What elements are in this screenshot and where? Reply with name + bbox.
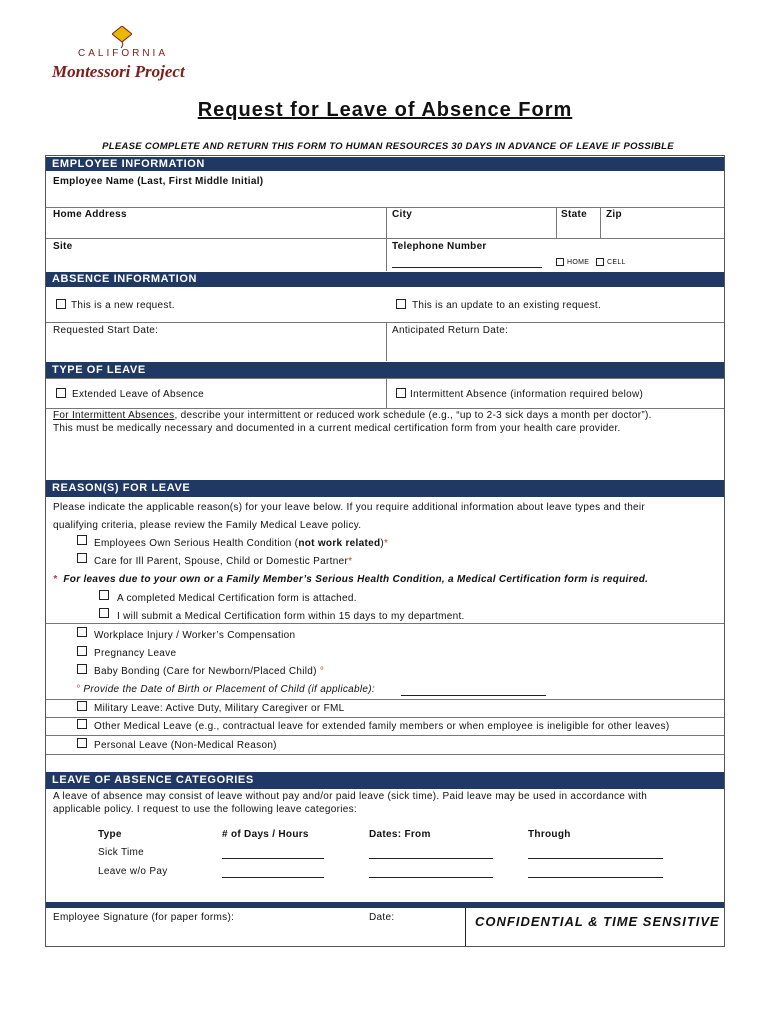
personal-leave-checkbox[interactable] [77, 738, 87, 748]
sick-time-through-field[interactable] [528, 858, 663, 859]
absence-info-heading: ABSENCE INFORMATION [46, 272, 724, 287]
lwop-days-field[interactable] [222, 877, 324, 878]
military-leave-checkbox[interactable] [77, 701, 87, 711]
own-condition-label: Employees Own Serious Health Condition (not work related)* [94, 538, 389, 549]
extended-leave-label: Extended Leave of Absence [72, 389, 205, 400]
logo-california: CALIFORNIA [78, 48, 169, 59]
categories-heading: LEAVE OF ABSENCE CATEGORIES [46, 772, 724, 789]
intermittent-label: Intermittent Absence (information required below) [410, 389, 644, 400]
date-label: Date: [369, 912, 395, 923]
pregnancy-label: Pregnancy Leave [94, 648, 177, 659]
baby-bonding-checkbox[interactable] [77, 664, 87, 674]
intermittent-description: For Intermittent Absences, describe your intermittent or reduced work schedule (e.g., “up to 2-3 sick days a month per doctor”). [53, 410, 652, 421]
state-label: State [561, 209, 587, 220]
military-leave-label: Military Leave: Active Duty, Military Caregiver or FML [94, 703, 345, 714]
sick-time-from-field[interactable] [369, 858, 493, 859]
telephone-label: Telephone Number [392, 241, 487, 252]
cert-attached-checkbox[interactable] [99, 590, 109, 600]
categories-intro-1: A leave of absence may consist of leave without pay and/or paid leave (sick time). Paid leave may be used in accordance with [53, 791, 648, 802]
lwop-from-field[interactable] [369, 877, 493, 878]
dob-note: ° Provide the Date of Birth or Placement of Child (if applicable): [76, 684, 375, 695]
other-medical-checkbox[interactable] [77, 719, 87, 729]
telephone-field[interactable] [392, 267, 542, 268]
update-request-label: This is an update to an existing request. [412, 300, 602, 311]
return-date-label: Anticipated Return Date: [392, 325, 509, 336]
cert-attached-label: A completed Medical Certification form is attached. [117, 593, 357, 604]
intermittent-checkbox[interactable] [396, 388, 406, 398]
leave-form [45, 155, 725, 947]
sick-time-label: Sick Time [98, 847, 145, 858]
col-dates-from: Dates: From [369, 829, 431, 840]
care-for-family-checkbox[interactable] [77, 553, 87, 563]
baby-bonding-label: Baby Bonding (Care for Newborn/Placed Child) ° [94, 666, 325, 677]
personal-leave-label: Personal Leave (Non-Medical Reason) [94, 740, 277, 751]
certification-note: * For leaves due to your own or a Family Member’s Serious Health Condition, a Medical Certification form is required. [53, 574, 649, 585]
col-through: Through [528, 829, 571, 840]
reasons-heading: REASON(S) FOR LEAVE [46, 480, 724, 497]
col-type: Type [98, 829, 122, 840]
reasons-intro-1: Please indicate the applicable reason(s) for your leave below. If you require additional information about leave types and their [53, 502, 646, 513]
pregnancy-checkbox[interactable] [77, 646, 87, 656]
home-checkbox[interactable] [556, 258, 564, 266]
extended-leave-checkbox[interactable] [56, 388, 66, 398]
reasons-intro-2: qualifying criteria, please review the Family Medical Leave policy. [53, 520, 362, 531]
cell-label: CELL [607, 259, 626, 266]
cert-submit-checkbox[interactable] [99, 608, 109, 618]
workplace-injury-checkbox[interactable] [77, 627, 87, 637]
new-request-checkbox[interactable] [56, 299, 66, 309]
employee-info-heading: EMPLOYEE INFORMATION [46, 157, 724, 171]
type-of-leave-heading: TYPE OF LEAVE [46, 362, 724, 378]
cell-checkbox[interactable] [596, 258, 604, 266]
kite-icon [112, 26, 132, 48]
home-address-label: Home Address [53, 209, 127, 220]
footer-divider [46, 902, 724, 908]
intermittent-requirement: This must be medically necessary and documented in a current medical certification form from your health care provider. [53, 423, 621, 434]
logo-montessori-project: Montessori Project [52, 62, 185, 81]
other-medical-label: Other Medical Leave (e.g., contractual leave for extended family members or when employee is ineligible for other leaves) [94, 721, 670, 732]
instruction-text: PLEASE COMPLETE AND RETURN THIS FORM TO HUMAN RESOURCES 30 DAYS IN ADVANCE OF LEAVE IF POSSIBLE [102, 141, 674, 152]
confidential-notice: CONFIDENTIAL & TIME SENSITIVE [475, 914, 720, 929]
zip-label: Zip [606, 209, 622, 220]
cert-submit-label: I will submit a Medical Certification form within 15 days to my department. [117, 611, 465, 622]
site-label: Site [53, 241, 73, 252]
school-logo [50, 26, 190, 96]
workplace-injury-label: Workplace Injury / Worker’s Compensation [94, 630, 296, 641]
home-label: HOME [567, 259, 590, 266]
employee-name-label: Employee Name (Last, First Middle Initial) [53, 176, 264, 187]
page-title: Request for Leave of Absence Form [197, 99, 573, 121]
col-days-hours: # of Days / Hours [222, 829, 309, 840]
new-request-label: This is a new request. [71, 300, 175, 311]
categories-intro-2: applicable policy. I request to use the following leave categories: [53, 804, 357, 815]
update-request-checkbox[interactable] [396, 299, 406, 309]
care-for-family-label: Care for Ill Parent, Spouse, Child or Domestic Partner* [94, 556, 353, 567]
dob-field[interactable] [401, 695, 546, 696]
own-condition-checkbox[interactable] [77, 535, 87, 545]
start-date-label: Requested Start Date: [53, 325, 159, 336]
lwop-through-field[interactable] [528, 877, 663, 878]
sick-time-days-field[interactable] [222, 858, 324, 859]
leave-without-pay-label: Leave w/o Pay [98, 866, 168, 877]
signature-label: Employee Signature (for paper forms): [53, 912, 235, 923]
city-label: City [392, 209, 413, 220]
